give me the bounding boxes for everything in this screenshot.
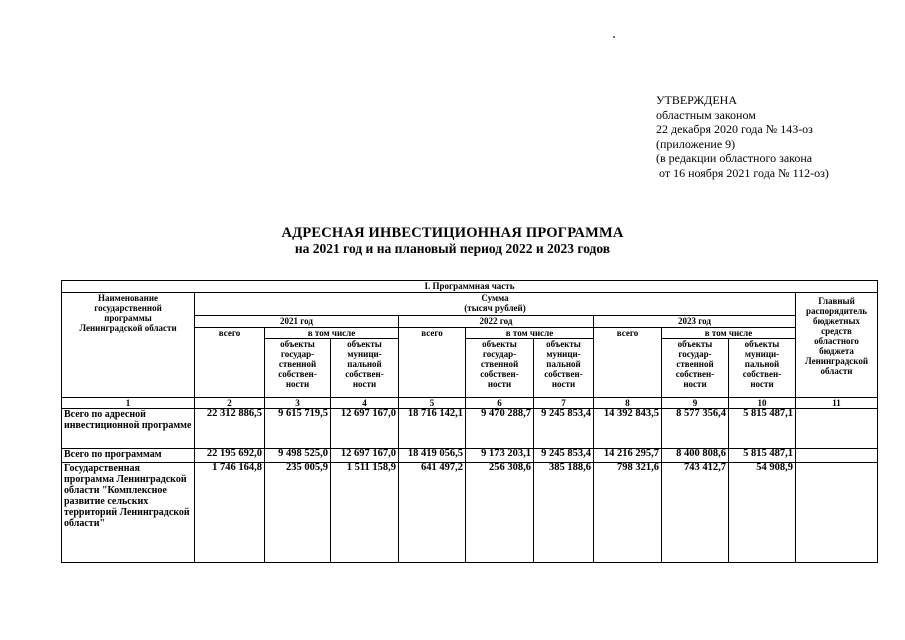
- row-value: 1 746 164,8: [195, 463, 265, 563]
- header-year-2022: 2022 год: [399, 316, 594, 328]
- col-number: 5: [399, 398, 466, 409]
- row-value: 9 245 853,4: [534, 449, 594, 463]
- approval-line-6: от 16 ноября 2021 года № 112-оз): [659, 165, 829, 180]
- row-value: 22 195 692,0: [195, 449, 265, 463]
- document-title: АДРЕСНАЯ ИНВЕСТИЦИОННАЯ ПРОГРАММА: [281, 225, 624, 241]
- row-value: 14 216 295,7: [594, 449, 662, 463]
- header-sum-units: (тысяч рублей): [464, 303, 526, 313]
- approval-stamp: [656, 93, 829, 180]
- header-program-name: Наименование государственной программы Ленинградской области: [62, 293, 195, 398]
- approval-line-1: УТВЕРЖДЕНА: [656, 93, 738, 107]
- header-sum: [195, 293, 796, 316]
- col-number: 10: [729, 398, 796, 409]
- document-subtitle: на 2021 год и на плановый период 2022 и 2023 годов: [294, 241, 611, 256]
- row-value: 8 577 356,4: [662, 409, 729, 449]
- row-value: 1 511 158,9: [331, 463, 399, 563]
- row-value: 12 697 167,0: [331, 409, 399, 449]
- row-value: 385 188,6: [534, 463, 594, 563]
- col-number: 3: [265, 398, 331, 409]
- approval-line-5: (в редакции областного закона: [656, 151, 813, 165]
- header-total-2021: всего: [195, 328, 265, 398]
- row-value: 54 908,9: [729, 463, 796, 563]
- table-row: [62, 409, 878, 449]
- row-value: 641 497,2: [399, 463, 466, 563]
- row-value: 743 412,7: [662, 463, 729, 563]
- col-number: 6: [466, 398, 534, 409]
- part-title: I. Программная часть: [62, 281, 878, 293]
- row-name: Всего по программам: [62, 449, 195, 463]
- row-manager: [796, 409, 878, 449]
- row-value: 9 173 203,1: [466, 449, 534, 463]
- header-sum-label: Сумма: [481, 293, 509, 303]
- header-state-2022: объекты государ- ственной собствен- ности: [466, 339, 534, 398]
- row-value: 9 615 719,5: [265, 409, 331, 449]
- col-number: 11: [796, 398, 878, 409]
- row-value: 8 400 808,6: [662, 449, 729, 463]
- row-manager: [796, 463, 878, 563]
- header-total-2022: всего: [399, 328, 466, 398]
- header-incl-2022: в том числе: [466, 328, 594, 339]
- row-value: 18 419 056,5: [399, 449, 466, 463]
- col-number: 2: [195, 398, 265, 409]
- row-value: 5 815 487,1: [729, 449, 796, 463]
- col-number: 4: [331, 398, 399, 409]
- header-incl-2023: в том числе: [662, 328, 796, 339]
- row-value: 9 245 853,4: [534, 409, 594, 449]
- table-row: [62, 463, 878, 563]
- header-muni-2022: объекты муници- пальной собствен- ности: [534, 339, 594, 398]
- row-value: 235 005,9: [265, 463, 331, 563]
- table-row: [62, 449, 878, 463]
- header-muni-2023: объекты муници- пальной собствен- ности: [729, 339, 796, 398]
- row-value: 5 815 487,1: [729, 409, 796, 449]
- row-name: Государственная программа Ленинградской области "Комплексное развитие сельских территорий Ленинградской области": [62, 463, 195, 563]
- row-value: 18 716 142,1: [399, 409, 466, 449]
- header-total-2023: всего: [594, 328, 662, 398]
- col-number: 1: [62, 398, 195, 409]
- header-manager: Главный распорядитель бюджетных средств областного бюджета Ленинградской области: [796, 293, 878, 398]
- row-value: 9 498 525,0: [265, 449, 331, 463]
- row-value: 256 308,6: [466, 463, 534, 563]
- approval-line-2: областным законом: [656, 107, 756, 122]
- col-number: 8: [594, 398, 662, 409]
- row-value: 12 697 167,0: [331, 449, 399, 463]
- header-year-2023: 2023 год: [594, 316, 796, 328]
- row-name: Всего по адресной инвестиционной программе: [62, 409, 195, 449]
- row-manager: [796, 449, 878, 463]
- investment-program-table: [61, 280, 878, 563]
- row-value: 14 392 843,5: [594, 409, 662, 449]
- header-incl-2021: в том числе: [265, 328, 399, 339]
- row-value: 9 470 288,7: [466, 409, 534, 449]
- row-value: 798 321,6: [594, 463, 662, 563]
- header-muni-2021: объекты муници- пальной собствен- ности: [331, 339, 399, 398]
- header-state-2021: объекты государ- ственной собствен- ности: [265, 339, 331, 398]
- scan-speck: [613, 36, 615, 38]
- approval-line-4: (приложение 9): [656, 136, 736, 151]
- col-number: 9: [662, 398, 729, 409]
- row-value: 22 312 886,5: [195, 409, 265, 449]
- header-year-2021: 2021 год: [195, 316, 399, 328]
- header-state-2023: объекты государ- ственной собствен- ности: [662, 339, 729, 398]
- approval-line-3: 22 декабря 2020 года № 143-оз: [656, 122, 813, 136]
- col-number: 7: [534, 398, 594, 409]
